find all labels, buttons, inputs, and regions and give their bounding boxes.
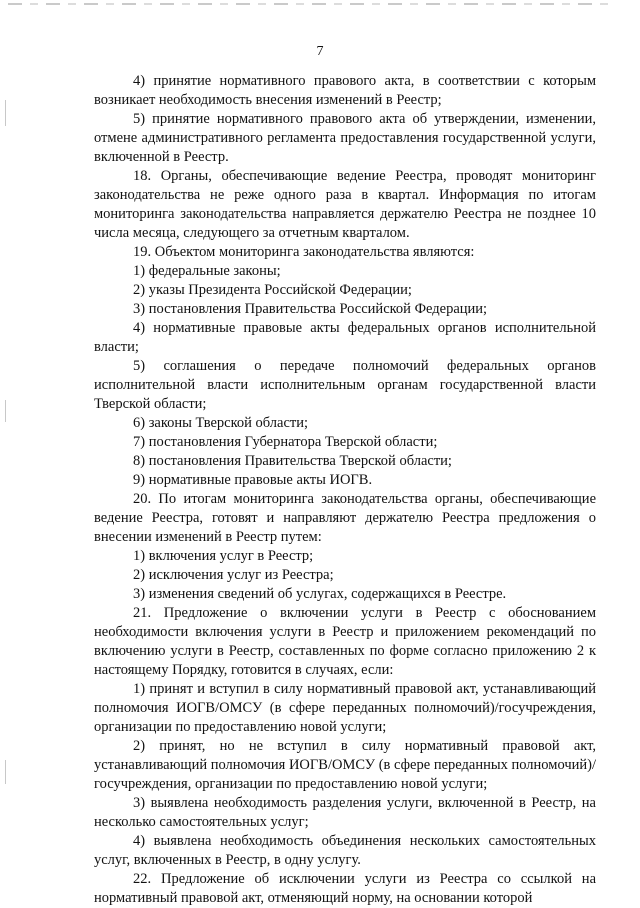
paragraph: 20. По итогам мониторинга законодательства органы, обеспечивающие ведение Реестра, готовят и направляют держателю Реестра предложения о внесении изменений в Реестр путем: bbox=[94, 491, 596, 545]
paragraph: 1) принят и вступил в силу нормативный правовой акт, устанавливающий полномочия ИОГВ/ОМСУ (в сфере переданных полномочий)/госучреждения, организации по предоставлению новой услуги; bbox=[94, 681, 596, 735]
paragraph: 7) постановления Губернатора Тверской области; bbox=[133, 434, 438, 450]
document-body bbox=[94, 72, 596, 908]
paragraph: 1) федеральные законы; bbox=[133, 263, 281, 279]
paragraph: 9) нормативные правовые акты ИОГВ. bbox=[133, 472, 373, 488]
paragraph: 19. Объектом мониторинга законодательства являются: bbox=[133, 244, 475, 260]
paragraph: 8) постановления Правительства Тверской области; bbox=[133, 453, 452, 469]
paragraph: 2) исключения услуг из Реестра; bbox=[133, 567, 334, 583]
paragraph: 1) включения услуг в Реестр; bbox=[133, 548, 314, 564]
paragraph: 2) принят, но не вступил в силу нормативный правовой акт, устанавливающий полномочия ИОГВ/ОМСУ (в сфере переданных полномочий)/госучреждения, организации по предоставлению новой услуги; bbox=[94, 738, 596, 792]
paragraph: 21. Предложение о включении услуги в Реестр с обоснованием необходимости включения услуги в Реестр и приложением рекомендаций по включению услуги в Реестр, составленных по форме согласно приложению 2 к настоящему Порядку, готовится в случаях, если: bbox=[94, 605, 596, 678]
binding-mark bbox=[5, 100, 6, 126]
paragraph: 4) нормативные правовые акты федеральных органов исполнительной власти; bbox=[94, 320, 596, 355]
paragraph: 5) соглашения о передаче полномочий федеральных органов исполнительной власти исполнительным органам государственной власти Тверской области; bbox=[94, 358, 596, 412]
paragraph: 22. Предложение об исключении услуги из Реестра со ссылкой на нормативный правовой акт, отменяющий норму, на основании которой bbox=[94, 871, 596, 906]
page-number: 7 bbox=[316, 44, 324, 59]
binding-mark bbox=[5, 400, 6, 422]
scan-artifact-top bbox=[8, 3, 608, 5]
paragraph: 5) принятие нормативного правового акта об утверждении, изменении, отмене административного регламента предоставления государственной услуги, включенной в Реестр. bbox=[94, 111, 596, 165]
paragraph: 3) изменения сведений об услугах, содержащихся в Реестре. bbox=[133, 586, 507, 602]
binding-mark bbox=[5, 760, 6, 784]
paragraph: 3) постановления Правительства Российской Федерации; bbox=[133, 301, 488, 317]
paragraph: 3) выявлена необходимость разделения услуги, включенной в Реестр, на несколько самостоятельных услуг; bbox=[94, 795, 596, 830]
paragraph: 2) указы Президента Российской Федерации; bbox=[133, 282, 412, 298]
paragraph: 4) выявлена необходимость объединения нескольких самостоятельных услуг, включенных в Реестр, в одну услугу. bbox=[94, 833, 596, 868]
paragraph: 6) законы Тверской области; bbox=[133, 415, 309, 431]
paragraph: 18. Органы, обеспечивающие ведение Реестра, проводят мониторинг законодательства не реже одного раза в квартал. Информация по итогам мониторинга законодательства направляется держателю Реестра не позднее 10 числа месяца, следующего за отчетным кварталом. bbox=[94, 168, 596, 241]
paragraph: 4) принятие нормативного правового акта, в соответствии с которым возникает необходимость внесения изменений в Реестр; bbox=[94, 73, 596, 108]
